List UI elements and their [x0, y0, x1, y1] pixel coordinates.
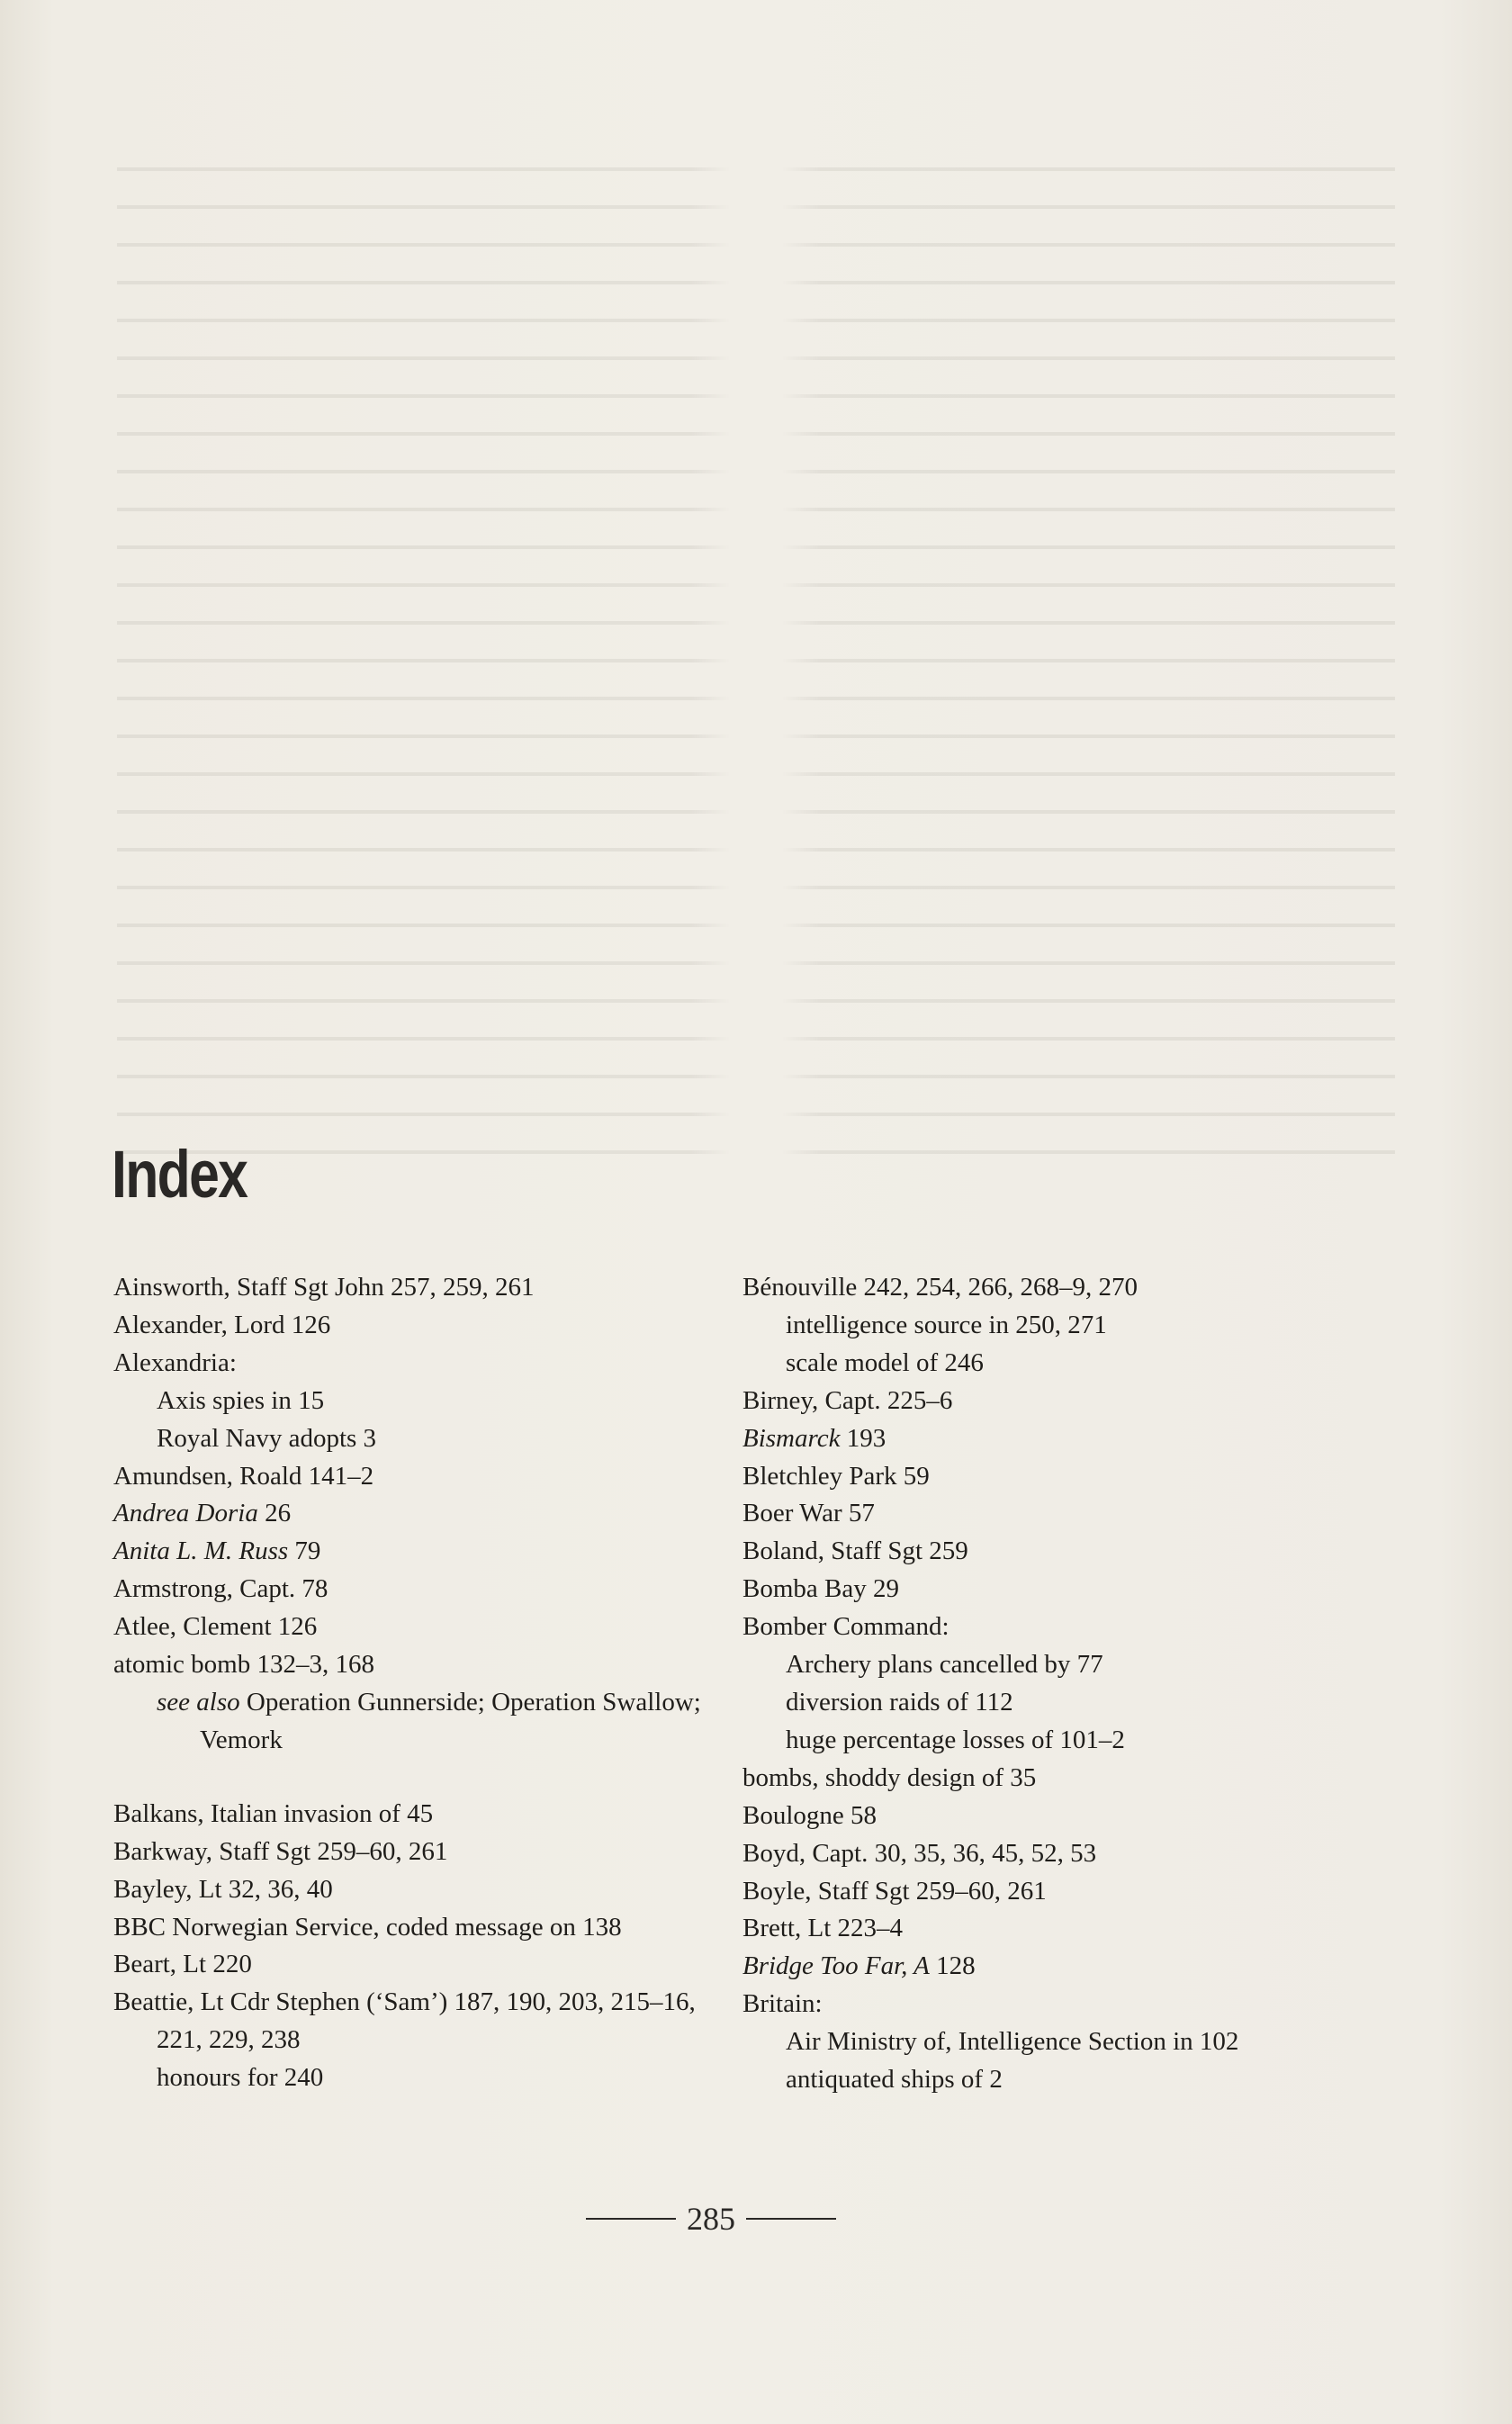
index-entry-text: Amundsen, Roald 141–2 [113, 1461, 374, 1491]
index-entry-text: Bayley, Lt 32, 36, 40 [113, 1874, 333, 1904]
index-entry-text: honours for 240 [157, 2063, 324, 2093]
index-entry [742, 1910, 1390, 1948]
index-entry-text: 193 [840, 1423, 886, 1453]
index-entry-text: 79 [288, 1536, 321, 1566]
index-entry-text: Barkway, Staff Sgt 259–60, 261 [113, 1836, 448, 1866]
index-entry-italic: Bridge Too Far, A [742, 1951, 930, 1981]
index-entry [113, 1646, 734, 1684]
index-entry-text: intelligence source in 250, 271 [786, 1310, 1107, 1339]
index-entry [742, 1986, 1390, 2023]
index-entry-text: Boer War 57 [742, 1499, 875, 1528]
index-subentry [113, 2059, 734, 2097]
page-title: Index [112, 1137, 248, 1212]
index-entry-text: Birney, Capt. 225–6 [742, 1385, 953, 1415]
index-subentry [113, 1383, 734, 1420]
index-entry-text: Boland, Staff Sgt 259 [742, 1536, 968, 1566]
index-entry-text: Beattie, Lt Cdr Stephen (‘Sam’) 187, 190, 203, 215–16, 221, 229, 238 [113, 1987, 696, 2055]
index-entry [742, 1948, 1390, 1986]
index-entry-text: Boyd, Capt. 30, 35, 36, 45, 52, 53 [742, 1838, 1097, 1868]
index-entry [742, 1495, 1390, 1533]
index-entry-text: Alexandria: [113, 1347, 237, 1377]
index-entry [742, 1420, 1390, 1458]
index-entry [113, 1269, 734, 1307]
index-entry [742, 1798, 1390, 1835]
index-entry [113, 1834, 734, 1871]
index-subentry [113, 1420, 734, 1458]
index-entry [742, 1873, 1390, 1911]
index-entry-italic: Andrea Doria [113, 1499, 258, 1528]
index-entry [742, 1533, 1390, 1571]
index-entry [113, 1307, 734, 1345]
index-entry [113, 1571, 734, 1608]
index-entry [113, 1871, 734, 1909]
index-entry [742, 1571, 1390, 1608]
index-entry-text: 26 [257, 1499, 292, 1528]
index-entry-text: Britain: [742, 1989, 823, 2019]
index-entry [113, 1984, 734, 2059]
index-entry-text: Royal Navy adopts 3 [157, 1423, 377, 1453]
page-footer [576, 2196, 846, 2241]
index-entry [742, 1269, 1390, 1307]
index-entry-text: Balkans, Italian invasion of 45 [113, 1798, 434, 1828]
index-entry-text: Operation Gunnerside; Operation Swallow; Vemork [200, 1687, 701, 1754]
index-entry [742, 1383, 1390, 1420]
index-entry-italic: Bismarck [742, 1423, 841, 1453]
index-entry-text: diversion raids of 112 [786, 1687, 1013, 1717]
index-entry [742, 1458, 1390, 1496]
index-subentry [113, 1684, 734, 1760]
index-entry [113, 1495, 734, 1533]
index-entry-text: Boyle, Staff Sgt 259–60, 261 [742, 1876, 1047, 1906]
index-subentry [742, 1307, 1390, 1345]
index-entry-text: antiquated ships of 2 [786, 2065, 1003, 2095]
index-group-gap [113, 1760, 734, 1796]
index-entry-text: Bomba Bay 29 [742, 1574, 899, 1604]
index-entry [742, 1835, 1390, 1873]
index-subentry [742, 1345, 1390, 1383]
index-entry [742, 1608, 1390, 1646]
index-entry-text: Air Ministry of, Intelligence Section in 102 [786, 2027, 1239, 2057]
index-column-right [742, 1269, 1390, 2099]
index-entry-text: 128 [929, 1951, 976, 1981]
index-entry-text: Brett, Lt 223–4 [742, 1914, 904, 1943]
index-subentry [742, 1684, 1390, 1722]
index-entry-italic: see also [157, 1687, 240, 1717]
index-entry-text: Beart, Lt 220 [113, 1950, 252, 1979]
index-subentry [742, 1722, 1390, 1760]
index-entry-text: Armstrong, Capt. 78 [113, 1574, 328, 1604]
index-entry-text: atomic bomb 132–3, 168 [113, 1650, 374, 1680]
index-entry-text: Axis spies in 15 [157, 1385, 325, 1415]
index-entry [113, 1909, 734, 1947]
index-entry [742, 1760, 1390, 1798]
page-number: 285 [687, 2201, 735, 2237]
index-entry-text: Ainsworth, Staff Sgt John 257, 259, 261 [113, 1273, 535, 1302]
index-entry [113, 1345, 734, 1383]
show-through-text [117, 144, 1395, 1179]
footer-rule-right [746, 2218, 836, 2220]
index-entry-text: bombs, shoddy design of 35 [742, 1762, 1037, 1792]
index-subentry [742, 1646, 1390, 1684]
index-entry [113, 1946, 734, 1984]
index-column-left [113, 1269, 734, 2097]
index-entry [113, 1608, 734, 1646]
index-entry [113, 1533, 734, 1571]
index-entry-text: Alexander, Lord 126 [113, 1310, 331, 1339]
index-entry-text: Bénouville 242, 254, 266, 268–9, 270 [742, 1273, 1138, 1302]
index-entry [113, 1458, 734, 1496]
footer-rule-left [586, 2218, 676, 2220]
index-entry-text: huge percentage losses of 101–2 [786, 1725, 1125, 1754]
index-entry-text: scale model of 246 [786, 1347, 984, 1377]
index-entry-text: Bomber Command: [742, 1612, 950, 1642]
index-entry-text: Atlee, Clement 126 [113, 1612, 318, 1642]
index-entry-text: Boulogne 58 [742, 1800, 878, 1830]
index-entry-text: BBC Norwegian Service, coded message on 138 [113, 1912, 622, 1942]
index-subentry [742, 2061, 1390, 2099]
index-entry [113, 1796, 734, 1834]
index-entry-text: Bletchley Park 59 [742, 1461, 930, 1491]
index-subentry [742, 2023, 1390, 2061]
index-entry-italic: Anita L. M. Russ [113, 1536, 289, 1566]
index-entry-text: Archery plans cancelled by 77 [786, 1650, 1103, 1680]
